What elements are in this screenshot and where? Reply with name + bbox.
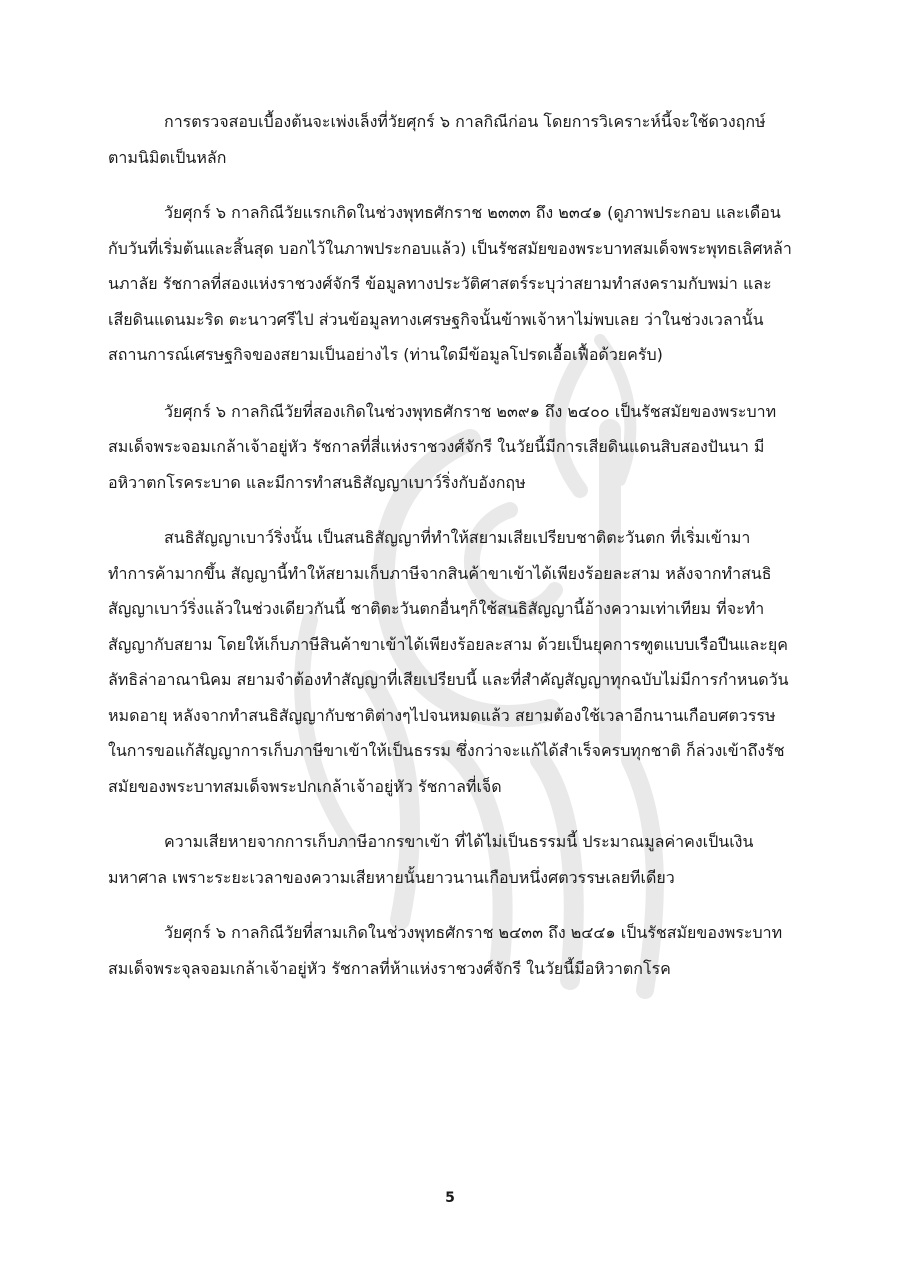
paragraph-4: สนธิสัญญาเบาว์ริ่งนั้น เป็นสนธิสัญญาที่ทำให้สยามเสียเปรียบชาติตะวันตก ที่เริ่มเข้ามาทำการค้ามากขึ้น สัญญานี้ทำให้สยามเก็บภาษีจากสินค้าขาเข้าได้เพียงร้อยละสาม หลังจากทำสนธิสัญญาเบาว์ริ่งแล้วในช่วงเดียวกันนี้ ชาติตะวันตกอื่นๆก็ใช้สนธิสัญญานี้อ้างความเท่าเทียม ที่จะทำสัญญากับสยาม โดยให้เก็บภาษีสินค้าขาเข้าได้เพียงร้อยละสาม ด้วยเป็นยุคการฑูตแบบเรือปืนและยุคลัทธิล่าอาณานิคม สยามจำต้องทำสัญญาที่เสียเปรียบนี้ และที่สำคัญสัญญาทุกฉบับไม่มีการกำหนดวันหมดอายุ หลังจากทำสนธิสัญญากับชาติต่างๆไปจนหมดแล้ว สยามต้องใช้เวลาอีกนานเกือบศตวรรษ ในการขอแก้สัญญาการเก็บภาษีขาเข้าให้เป็นธรรม ซึ่งกว่าจะแก้ได้สำเร็จครบทุกชาติ ก็ล่วงเข้าถึงรัชสมัยของพระบาทสมเด็จพระปกเกล้าเจ้าอยู่หัว รัชกาลที่เจ็ด xyxy=(108,528,789,796)
paragraph-3: วัยศุกร์ ๖ กาลกิณีวัยที่สองเกิดในช่วงพุทธศักราช ๒๓๙๑ ถึง ๒๔๐๐ เป็นรัชสมัยของพระบาทสมเด็จพระจอมเกล้าเจ้าอยู่หัว รัชกาลที่สี่แห่งราชวงศ์จักรี ในวัยนี้มีการเสียดินแดนสิบสองปันนา มีอหิวาตกโรคระบาด และมีการทำสนธิสัญญาเบาว์ริ่งกับอังกฤษ xyxy=(108,401,777,492)
paragraph-2: วัยศุกร์ ๖ กาลกิณีวัยแรกเกิดในช่วงพุทธศักราช ๒๓๓๓ ถึง ๒๓๔๑ (ดูภาพประกอบ และเดือนกับวันที่เริ่มต้นและสิ้นสุด บอกไว้ในภาพประกอบแล้ว) เป็นรัชสมัยของพระบาทสมเด็จพระพุทธเลิศหล้านภาลัย รัชกาลที่สองแห่งราชวงศ์จักรี ข้อมูลทางประวัติศาสตร์ระบุว่าสยามทำสงครามกับพม่า และเสียดินแดนมะริด ตะนาวศรีไป ส่วนข้อมูลทางเศรษฐกิจนั้นข้าพเจ้าหาไม่พบเลย ว่าในช่วงเวลานั้นสถานการณ์เศรษฐกิจของสยามเป็นอย่างไร (ท่านใดมีข้อมูลโปรดเอื้อเฟื้อด้วยครับ) xyxy=(108,203,792,364)
paragraph-5: ความเสียหายจากการเก็บภาษีอากรขาเข้า ที่ได้ไม่เป็นธรรมนี้ ประมาณมูลค่าคงเป็นเงินมหาศาล เพราะระยะเวลาของความเสียหายนั้นยาวนานเกือบหนึ่งศตวรรษเลยทีเดียว xyxy=(108,832,754,887)
document-body xyxy=(108,104,793,1006)
paragraph-6: วัยศุกร์ ๖ กาลกิณีวัยที่สามเกิดในช่วงพุทธศักราช ๒๔๓๓ ถึง ๒๔๔๑ เป็นรัชสมัยของพระบาทสมเด็จพระจุลจอมเกล้าเจ้าอยู่หัว รัชกาลที่ห้าแห่งราชวงศ์จักรี ในวัยนี้มีอหิวาตกโรค xyxy=(108,923,783,978)
paragraph-1: การตรวจสอบเบื้องต้นจะเพ่งเล็งที่วัยศุกร์ ๖ กาลกิณีก่อน โดยการวิเคราะห์นี้จะใช้ดวงฤกษ์ตามนิมิตเป็นหลัก xyxy=(108,112,766,167)
page-number: 5 xyxy=(445,1190,455,1206)
